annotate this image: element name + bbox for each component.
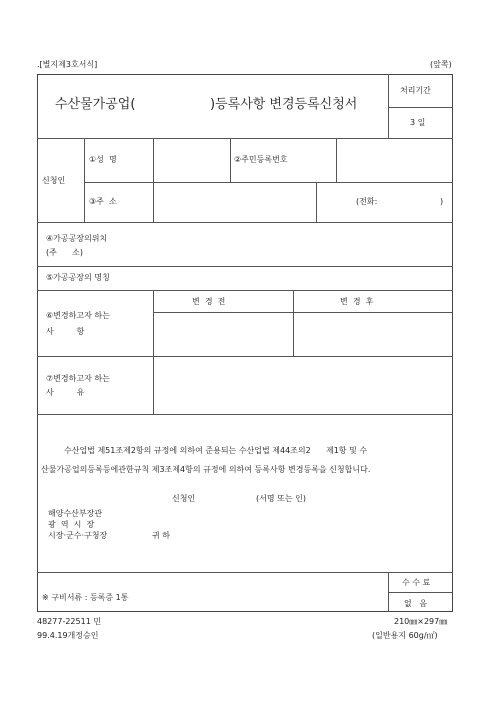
signer-label: 신청인 [172,494,196,503]
paper-size: 210㎜×297㎜ [394,617,448,626]
revision-approval: 99.4.19개정승인 [37,631,99,640]
business-type-field[interactable] [151,90,209,116]
form-title-left: 수산물가공업( [55,97,136,112]
phone-close: ) [440,197,444,206]
addressee-local-head: 시장·군수·구청장 [48,531,108,540]
form-number: .[별지제3호서식] [37,60,98,69]
change-items-label: ⑥변경하고자 하는 [46,311,110,320]
form-title-right: )등록사항 변경등록신청서 [210,97,358,112]
divider [37,572,453,573]
divider [84,138,85,222]
phone-label: (전화: [356,197,378,206]
front-side-label: (앞쪽) [430,60,452,69]
name-field[interactable] [154,139,229,181]
resident-number-label: ②주민등록번호 [234,155,288,164]
factory-location-field[interactable] [154,223,452,265]
factory-location-label: ④가공공장의위치 [46,234,108,243]
divider [388,107,453,108]
change-reason-field[interactable] [154,357,452,413]
divider [230,138,231,182]
divider [37,290,453,291]
form-code: 48277-22511 민 [37,617,102,626]
factory-name-field[interactable] [154,267,452,289]
applicant-label: 신청인 [42,176,66,185]
after-change-field[interactable] [294,313,452,355]
signature-label: (서명 또는 인) [256,494,306,503]
processing-period-label: 처리기간 [400,86,431,95]
divider [388,592,453,593]
resident-number-field[interactable] [337,139,452,181]
statement-line-2: 산물가공업의등록등에관한규칙 제3조제4항의 규정에 의하여 등록사항 변경등록을 신청합니다. [41,465,371,474]
name-label: ①성 명 [89,155,117,164]
paper-type: (일반용지 60g/㎡) [372,631,438,640]
statement-line-1: 수산업법 제51조제2항의 규정에 의하여 준용되는 수산업법 제44조의2 제1항 및 수 [64,446,368,455]
address-field[interactable] [154,183,315,221]
divider [388,74,389,138]
factory-address-label: (주 소) [46,248,83,257]
after-change-header: 변 경 후 [340,297,374,306]
change-items-label-2: 사 항 [46,327,85,336]
change-reason-label: ⑦변경하고자 하는 [46,374,110,383]
divider [37,414,453,415]
honorific: 귀 하 [152,531,170,540]
change-reason-label-2: 사 유 [46,388,85,397]
addressee-ministry: 해양수산부장관 [48,509,103,518]
addressee-metro-mayor: 광 역 시 장 [48,520,95,529]
divider [316,182,317,222]
fee-value: 없 음 [404,599,428,608]
signer-name-field[interactable] [200,490,252,506]
processing-period-value: 3 일 [410,118,426,127]
before-change-header: 변 경 전 [192,297,226,306]
phone-field[interactable] [388,193,438,209]
factory-name-label: ⑤가공공장의 명칭 [46,273,110,282]
fee-label: 수 수 료 [402,578,431,587]
divider [388,572,389,612]
address-label: ③주 소 [89,197,117,206]
required-documents: ※ 구비서류 : 등록증 1통 [42,593,129,602]
before-change-field[interactable] [154,313,292,355]
